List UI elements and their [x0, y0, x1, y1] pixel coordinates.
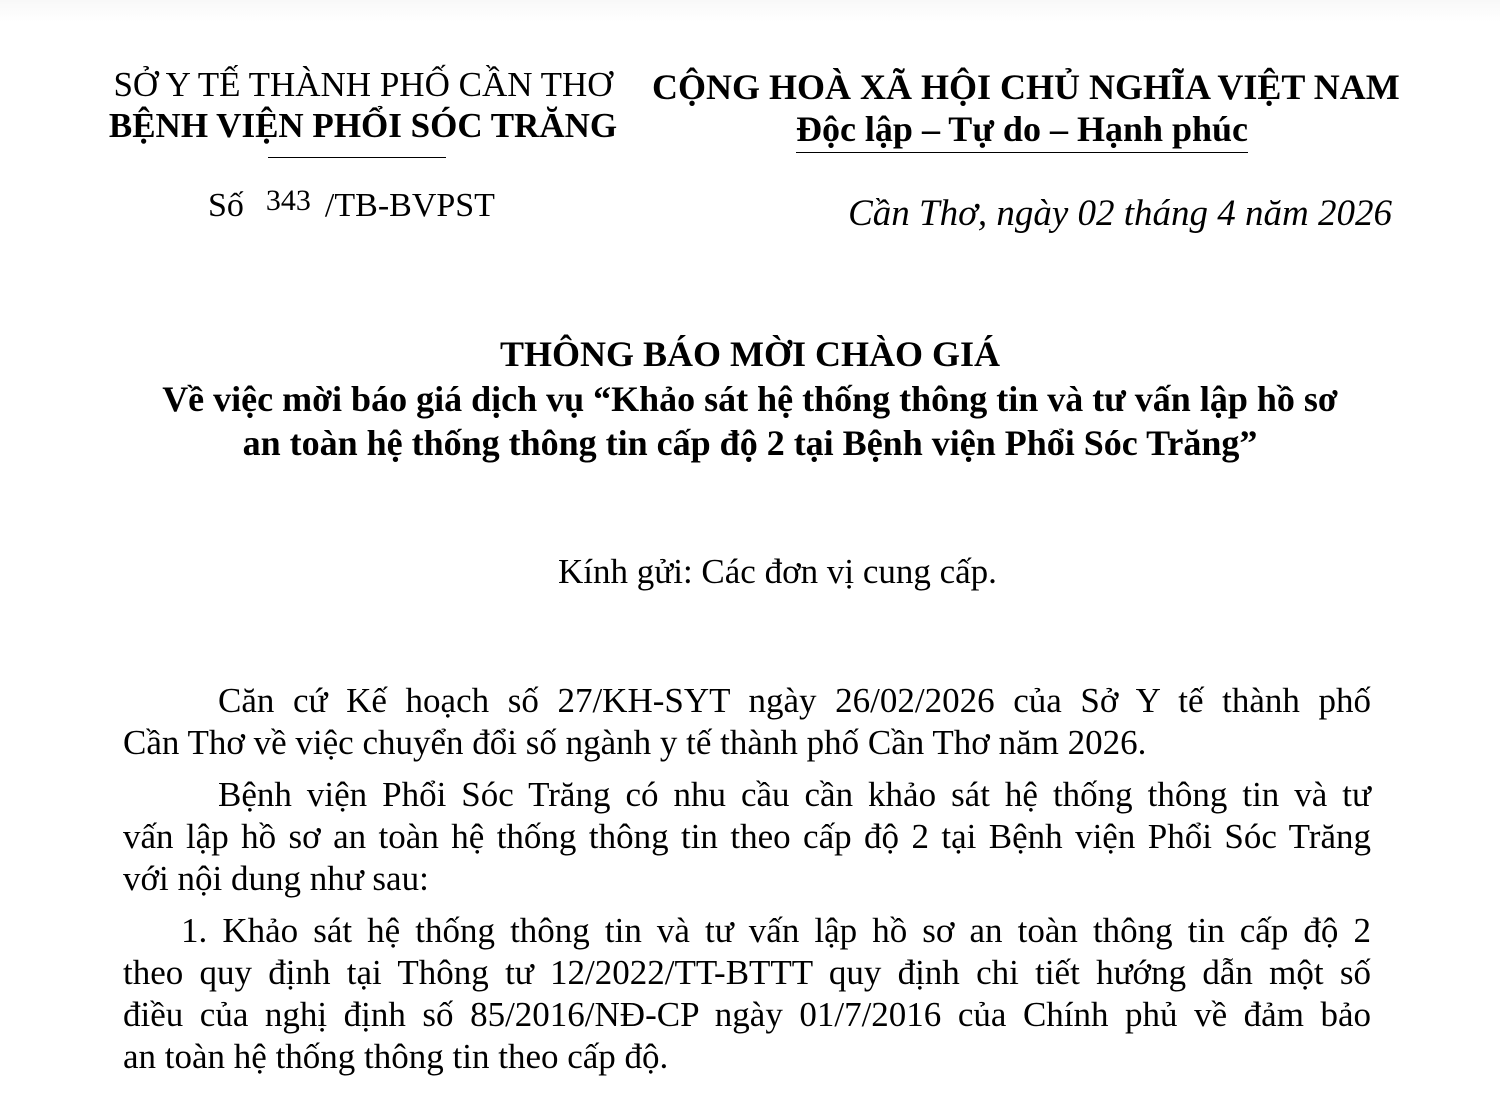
- document-number-suffix: /TB-BVPST: [324, 187, 495, 224]
- issuing-organization: BỆNH VIỆN PHỔI SÓC TRĂNG: [108, 106, 618, 145]
- document-subtitle: [0, 377, 1500, 465]
- document-body: [123, 680, 1371, 1088]
- subtitle-line: an toàn hệ thống thông tin cấp độ 2 tại Bệnh viện Phổi Sóc Trăng”: [242, 423, 1258, 463]
- document-number-prefix: Số: [208, 187, 244, 224]
- paragraph-line: Căn cứ Kế hoạch số 27/KH-SYT ngày 26/02/2026 của Sở Y tế thành phố: [218, 681, 1371, 720]
- paragraph-line: Cần Thơ về việc chuyển đổi số ngành y tế thành phố Cần Thơ năm 2026.: [123, 723, 1147, 762]
- document-number-value: 343: [265, 184, 311, 217]
- paragraph-line: với nội dung như sau:: [123, 859, 429, 898]
- national-motto: Độc lập – Tự do – Hạnh phúc: [795, 109, 1249, 149]
- paragraph-line: 1. Khảo sát hệ thống thông tin và tư vấn lập hồ sơ an toàn thông tin cấp độ 2: [181, 911, 1371, 950]
- paragraph-line: an toàn hệ thống thông tin theo cấp độ.: [123, 1037, 669, 1076]
- subtitle-line: Về việc mời báo giá dịch vụ “Khảo sát hệ thống thông tin và tư vấn lập hồ sơ: [162, 379, 1338, 419]
- body-paragraph: [123, 774, 1371, 900]
- paragraph-line: điều của nghị định số 85/2016/NĐ-CP ngày 01/7/2016 của Chính phủ về đảm bảo: [123, 995, 1371, 1034]
- paragraph-line: Bệnh viện Phổi Sóc Trăng có nhu cầu cần khảo sát hệ thống thông tin và tư: [218, 775, 1371, 814]
- national-title: CỘNG HOÀ XÃ HỘI CHỦ NGHĨA VIỆT NAM: [652, 67, 1400, 107]
- document-number: [208, 186, 495, 227]
- numbered-item: [123, 910, 1371, 1078]
- document-title: THÔNG BÁO MỜI CHÀO GIÁ: [499, 334, 1001, 374]
- organization-divider: [268, 157, 446, 158]
- place-and-date: Cần Thơ, ngày 02 tháng 4 năm 2026: [848, 193, 1392, 234]
- motto-divider: [796, 152, 1248, 153]
- parent-organization: SỞ Y TẾ THÀNH PHỐ CẦN THƠ: [113, 65, 613, 104]
- body-paragraph: [123, 680, 1371, 764]
- recipients-line: Kính gửi: Các đơn vị cung cấp.: [558, 552, 997, 591]
- paragraph-line: vấn lập hồ sơ an toàn hệ thống thông tin theo cấp độ 2 tại Bệnh viện Phổi Sóc Trăng: [123, 817, 1371, 856]
- paragraph-line: theo quy định tại Thông tư 12/2022/TT-BTTT quy định chi tiết hướng dẫn một số: [123, 953, 1371, 992]
